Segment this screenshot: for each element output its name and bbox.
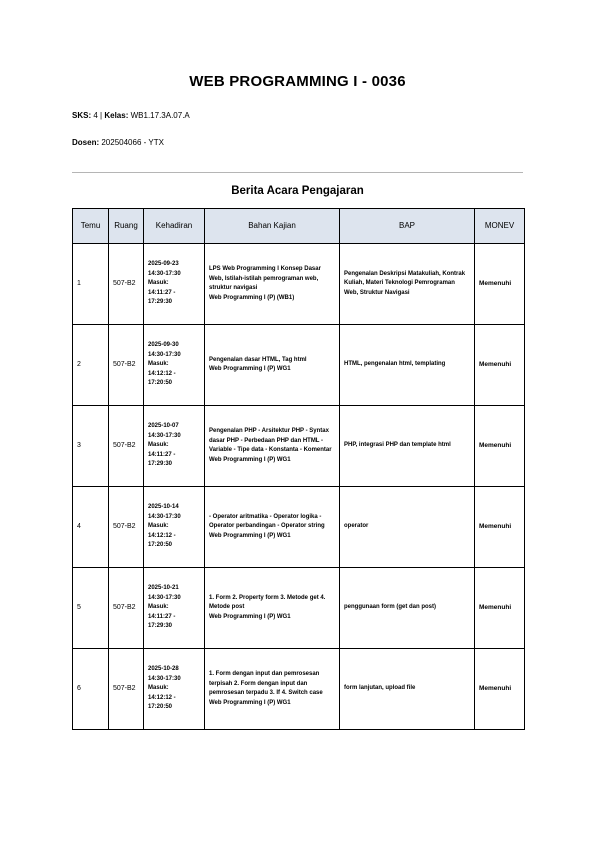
table-header-row [73,209,525,244]
kehadiran-line: 2025-10-14 [148,504,179,511]
kehadiran-line: Masuk: [148,442,169,449]
kehadiran-line: Masuk: [148,361,169,368]
bahan-kajian-line: Web Programming I (P) WG1 [209,613,291,620]
meta-separator: | [100,111,103,120]
bahan-kajian-line: - Operator aritmatika - Operator logika - Operator perbandingan - Operator string [209,513,325,530]
kehadiran-line: 17:20:50 [148,704,173,711]
cell-monev: Memenuhi [475,244,525,325]
course-title: WEB PROGRAMMING I - 0036 [189,73,406,90]
cell-monev: Memenuhi [475,325,525,406]
cell-bahan-kajian [205,568,340,649]
cell-temu: 3 [73,406,109,487]
table-row [73,487,525,568]
cell-ruang: 507-B2 [109,487,144,568]
kehadiran-line: 2025-09-23 [148,261,179,268]
kehadiran-line: 2025-10-28 [148,666,179,673]
cell-bahan-kajian [205,325,340,406]
cell-bap: Pengenalan Deskripsi Matakuliah, Kontrak Kuliah, Materi Teknologi Pemrograman Web, Struktur Navigasi [340,244,475,325]
cell-kehadiran [144,487,205,568]
bahan-kajian-line: 1. Form dengan input dan pemrosesan terpisah 2. Form dengan input dan pemrosesan terpadu 3. If 4. Switch case [209,671,323,696]
kehadiran-line: 14:12:12 - [148,370,176,377]
kehadiran-line: 14:11:27 - [148,289,176,296]
cell-kehadiran [144,325,205,406]
kehadiran-line: 2025-10-07 [148,423,179,430]
cell-bap: HTML, pengenalan html, templating [340,325,475,406]
bahan-kajian-line: Pengenalan dasar HTML, Tag html [209,356,307,363]
cell-temu: 4 [73,487,109,568]
kehadiran-line: Masuk: [148,280,169,287]
cell-bahan-kajian [205,649,340,730]
table-row [73,406,525,487]
cell-kehadiran [144,568,205,649]
column-header-bahan-kajian: Bahan Kajian [205,209,340,244]
cell-bap: form lanjutan, upload file [340,649,475,730]
bahan-kajian-line: Web Programming I (P) WG1 [209,699,291,706]
cell-temu: 2 [73,325,109,406]
cell-bap: operator [340,487,475,568]
bahan-kajian-line: 1. Form 2. Property form 3. Metode get 4. Metode post [209,594,326,611]
cell-monev: Memenuhi [475,487,525,568]
kehadiran-line: 17:29:30 [148,461,173,468]
bahan-kajian-line: LPS Web Programming I Konsep Dasar Web, Istilah-istilah pemrograman web, struktur navigasi [209,266,321,291]
cell-ruang: 507-B2 [109,568,144,649]
cell-monev: Memenuhi [475,406,525,487]
bahan-kajian-line: Web Programming I (P) WG1 [209,532,291,539]
column-header-bap: BAP [340,209,475,244]
cell-temu: 6 [73,649,109,730]
cell-bap: penggunaan form (get dan post) [340,568,475,649]
cell-kehadiran [144,649,205,730]
kehadiran-line: 14:11:27 - [148,613,176,620]
kehadiran-line: 14:12:12 - [148,532,176,539]
kehadiran-line: 14:30-17:30 [148,432,181,439]
bahan-kajian-line: Web Programming I (P) WG1 [209,366,291,372]
bahan-kajian-line: Pengenalan PHP - Arsitektur PHP - Syntax dasar PHP - Perbedaan PHP dan HTML - Variable - Tipe data - Konstanta - Komentar [209,428,332,453]
table-row [73,568,525,649]
cell-temu: 5 [73,568,109,649]
kehadiran-line: 17:29:30 [148,623,173,630]
kehadiran-line: 14:11:27 - [148,451,176,458]
kehadiran-line: 14:30-17:30 [148,351,181,358]
cell-ruang: 507-B2 [109,649,144,730]
sks-value: 4 [93,111,98,120]
kehadiran-line: 14:30-17:30 [148,513,181,520]
dosen-value: 202504066 - YTX [101,138,164,147]
kelas-label: Kelas: [104,111,129,120]
kehadiran-line: Masuk: [148,685,169,692]
kehadiran-line: 17:29:30 [148,299,173,306]
course-meta [72,111,190,120]
table-row [73,244,525,325]
cell-bahan-kajian [205,244,340,325]
cell-bap: PHP, integrasi PHP dan template html [340,406,475,487]
kehadiran-line: Masuk: [148,523,169,530]
bahan-kajian-line: Web Programming I (P) WG1 [209,456,291,463]
cell-ruang: 507-B2 [109,244,144,325]
kehadiran-line: Masuk: [148,604,169,611]
kehadiran-line: 2025-09-30 [148,342,179,349]
dosen-label: Dosen: [72,138,100,147]
kehadiran-line: 14:30-17:30 [148,594,181,601]
cell-bahan-kajian [205,406,340,487]
cell-monev: Memenuhi [475,649,525,730]
kehadiran-line: 17:20:50 [148,542,173,549]
column-header-ruang: Ruang [109,209,144,244]
table-row [73,325,525,406]
kehadiran-line: 14:30-17:30 [148,270,181,277]
section-title: Berita Acara Pengajaran [231,185,364,197]
cell-monev: Memenuhi [475,568,525,649]
cell-bahan-kajian [205,487,340,568]
kehadiran-line: 2025-10-21 [148,585,179,592]
column-header-temu: Temu [73,209,109,244]
bahan-kajian-line: Web Programming I (P) (WB1) [209,294,295,301]
cell-kehadiran [144,406,205,487]
kelas-value: WB1.17.3A.07.A [130,111,190,120]
table-row [73,649,525,730]
lecturer-meta [72,138,164,147]
cell-ruang: 507-B2 [109,325,144,406]
teaching-report-table [72,208,525,730]
cell-ruang: 507-B2 [109,406,144,487]
kehadiran-line: 17:20:50 [148,380,173,387]
column-header-kehadiran: Kehadiran [144,209,205,244]
divider [72,172,523,173]
column-header-monev: MONEV [475,209,525,244]
kehadiran-line: 14:12:12 - [148,694,176,701]
sks-label: SKS: [72,111,92,120]
cell-kehadiran [144,244,205,325]
cell-temu: 1 [73,244,109,325]
kehadiran-line: 14:30-17:30 [148,675,181,682]
